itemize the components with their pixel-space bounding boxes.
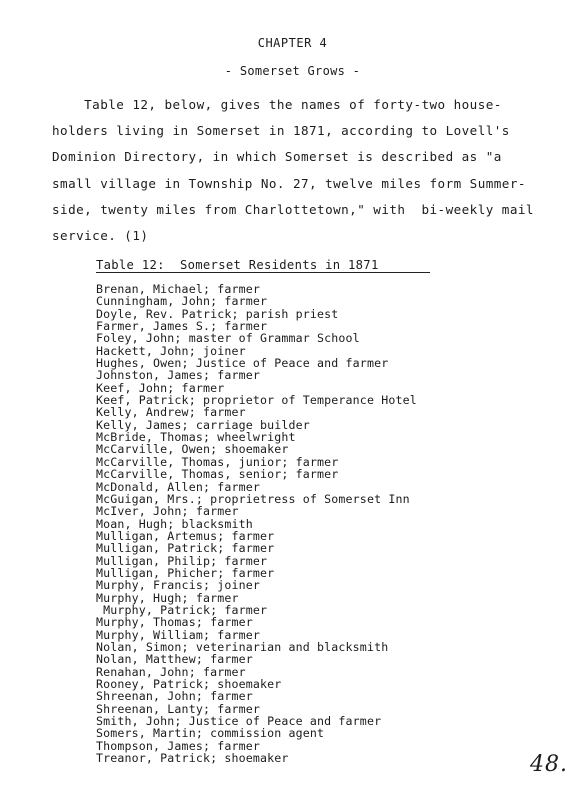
table-title: Table 12: Somerset Residents in 1871 [96, 258, 379, 272]
resident-entry: McCarville, Owen; shoemaker [96, 442, 289, 457]
resident-entry: Cunningham, John; farmer [96, 294, 268, 309]
resident-entry: McIver, John; farmer [96, 504, 239, 519]
table-title-underline [96, 272, 430, 273]
chapter-subtitle: - Somerset Grows - [224, 64, 361, 78]
resident-entry: McBride, Thomas; wheelwright [96, 430, 296, 445]
residents-list [96, 283, 417, 764]
resident-entry: Murphy, Thomas; farmer [96, 615, 253, 630]
resident-entry: Farmer, James S.; farmer [96, 319, 268, 334]
resident-entry: Keef, Patrick; proprietor of Temperance Hotel [96, 393, 417, 408]
intro-line: service. (1) [52, 228, 149, 244]
intro-line: Dominion Directory, in which Somerset is described as "a [52, 149, 502, 165]
resident-entry: Foley, John; master of Grammar School [96, 331, 360, 346]
resident-entry: Shreenan, Lanty; farmer [96, 701, 260, 716]
intro-line: Table 12, below, gives the names of forty-two house- [52, 97, 502, 112]
resident-entry: Mulligan, Artemus; farmer [96, 528, 275, 543]
resident-entry: McDonald, Allen; farmer [96, 479, 260, 494]
resident-entry: Shreenan, John; farmer [96, 689, 253, 704]
resident-entry: McGuigan, Mrs.; proprietress of Somerset Inn [96, 491, 410, 506]
resident-entry: Smith, John; Justice of Peace and farmer [96, 714, 382, 729]
intro-line: side, twenty miles from Charlottetown," with bi-weekly mail [52, 201, 534, 217]
chapter-heading: CHAPTER 4 [257, 36, 328, 50]
resident-entry: Murphy, Hugh; farmer [96, 590, 239, 605]
resident-entry: Murphy, William; farmer [96, 627, 260, 642]
resident-entry: Brenan, Michael; farmer [96, 282, 260, 296]
resident-entry: Mulligan, Patrick; farmer [96, 541, 275, 556]
resident-entry: Hackett, John; joiner [96, 343, 246, 358]
resident-entry: Doyle, Rev. Patrick; parish priest [96, 306, 339, 321]
resident-entry: Mulligan, Phicher; farmer [96, 565, 275, 580]
resident-entry: Keef, John; farmer [96, 380, 225, 395]
resident-entry: Mulligan, Philip; farmer [96, 553, 268, 568]
resident-entry: Moan, Hugh; blacksmith [96, 516, 253, 531]
resident-entry: McCarville, Thomas, senior; farmer [96, 467, 339, 482]
resident-entry: Murphy, Francis; joiner [96, 578, 260, 593]
resident-entry: Treanor, Patrick; shoemaker [96, 751, 289, 766]
resident-entry: Rooney, Patrick; shoemaker [96, 677, 282, 691]
intro-line: small village in Township No. 27, twelve miles form Summer- [52, 175, 526, 191]
intro-paragraph [52, 92, 534, 249]
resident-entry: Somers, Martin; commission agent [96, 726, 325, 741]
resident-entry: Thompson, James; farmer [96, 738, 260, 753]
resident-entry: Kelly, Andrew; farmer [96, 405, 246, 420]
resident-entry: Johnston, James; farmer [96, 368, 260, 383]
resident-entry: McCarville, Thomas, junior; farmer [96, 454, 339, 469]
resident-entry: Nolan, Simon; veterinarian and blacksmith [96, 639, 389, 654]
resident-entry: Murphy, Patrick; farmer [96, 602, 268, 617]
resident-entry: Kelly, James; carriage builder [96, 417, 310, 432]
resident-entry: Renahan, John; farmer [96, 664, 246, 679]
intro-line: holders living in Somerset in 1871, according to Lovell's [52, 123, 510, 139]
resident-entry: Hughes, Owen; Justice of Peace and farmer [96, 356, 389, 371]
page-number: 48. [530, 752, 568, 777]
resident-entry: Nolan, Matthew; farmer [96, 652, 253, 667]
